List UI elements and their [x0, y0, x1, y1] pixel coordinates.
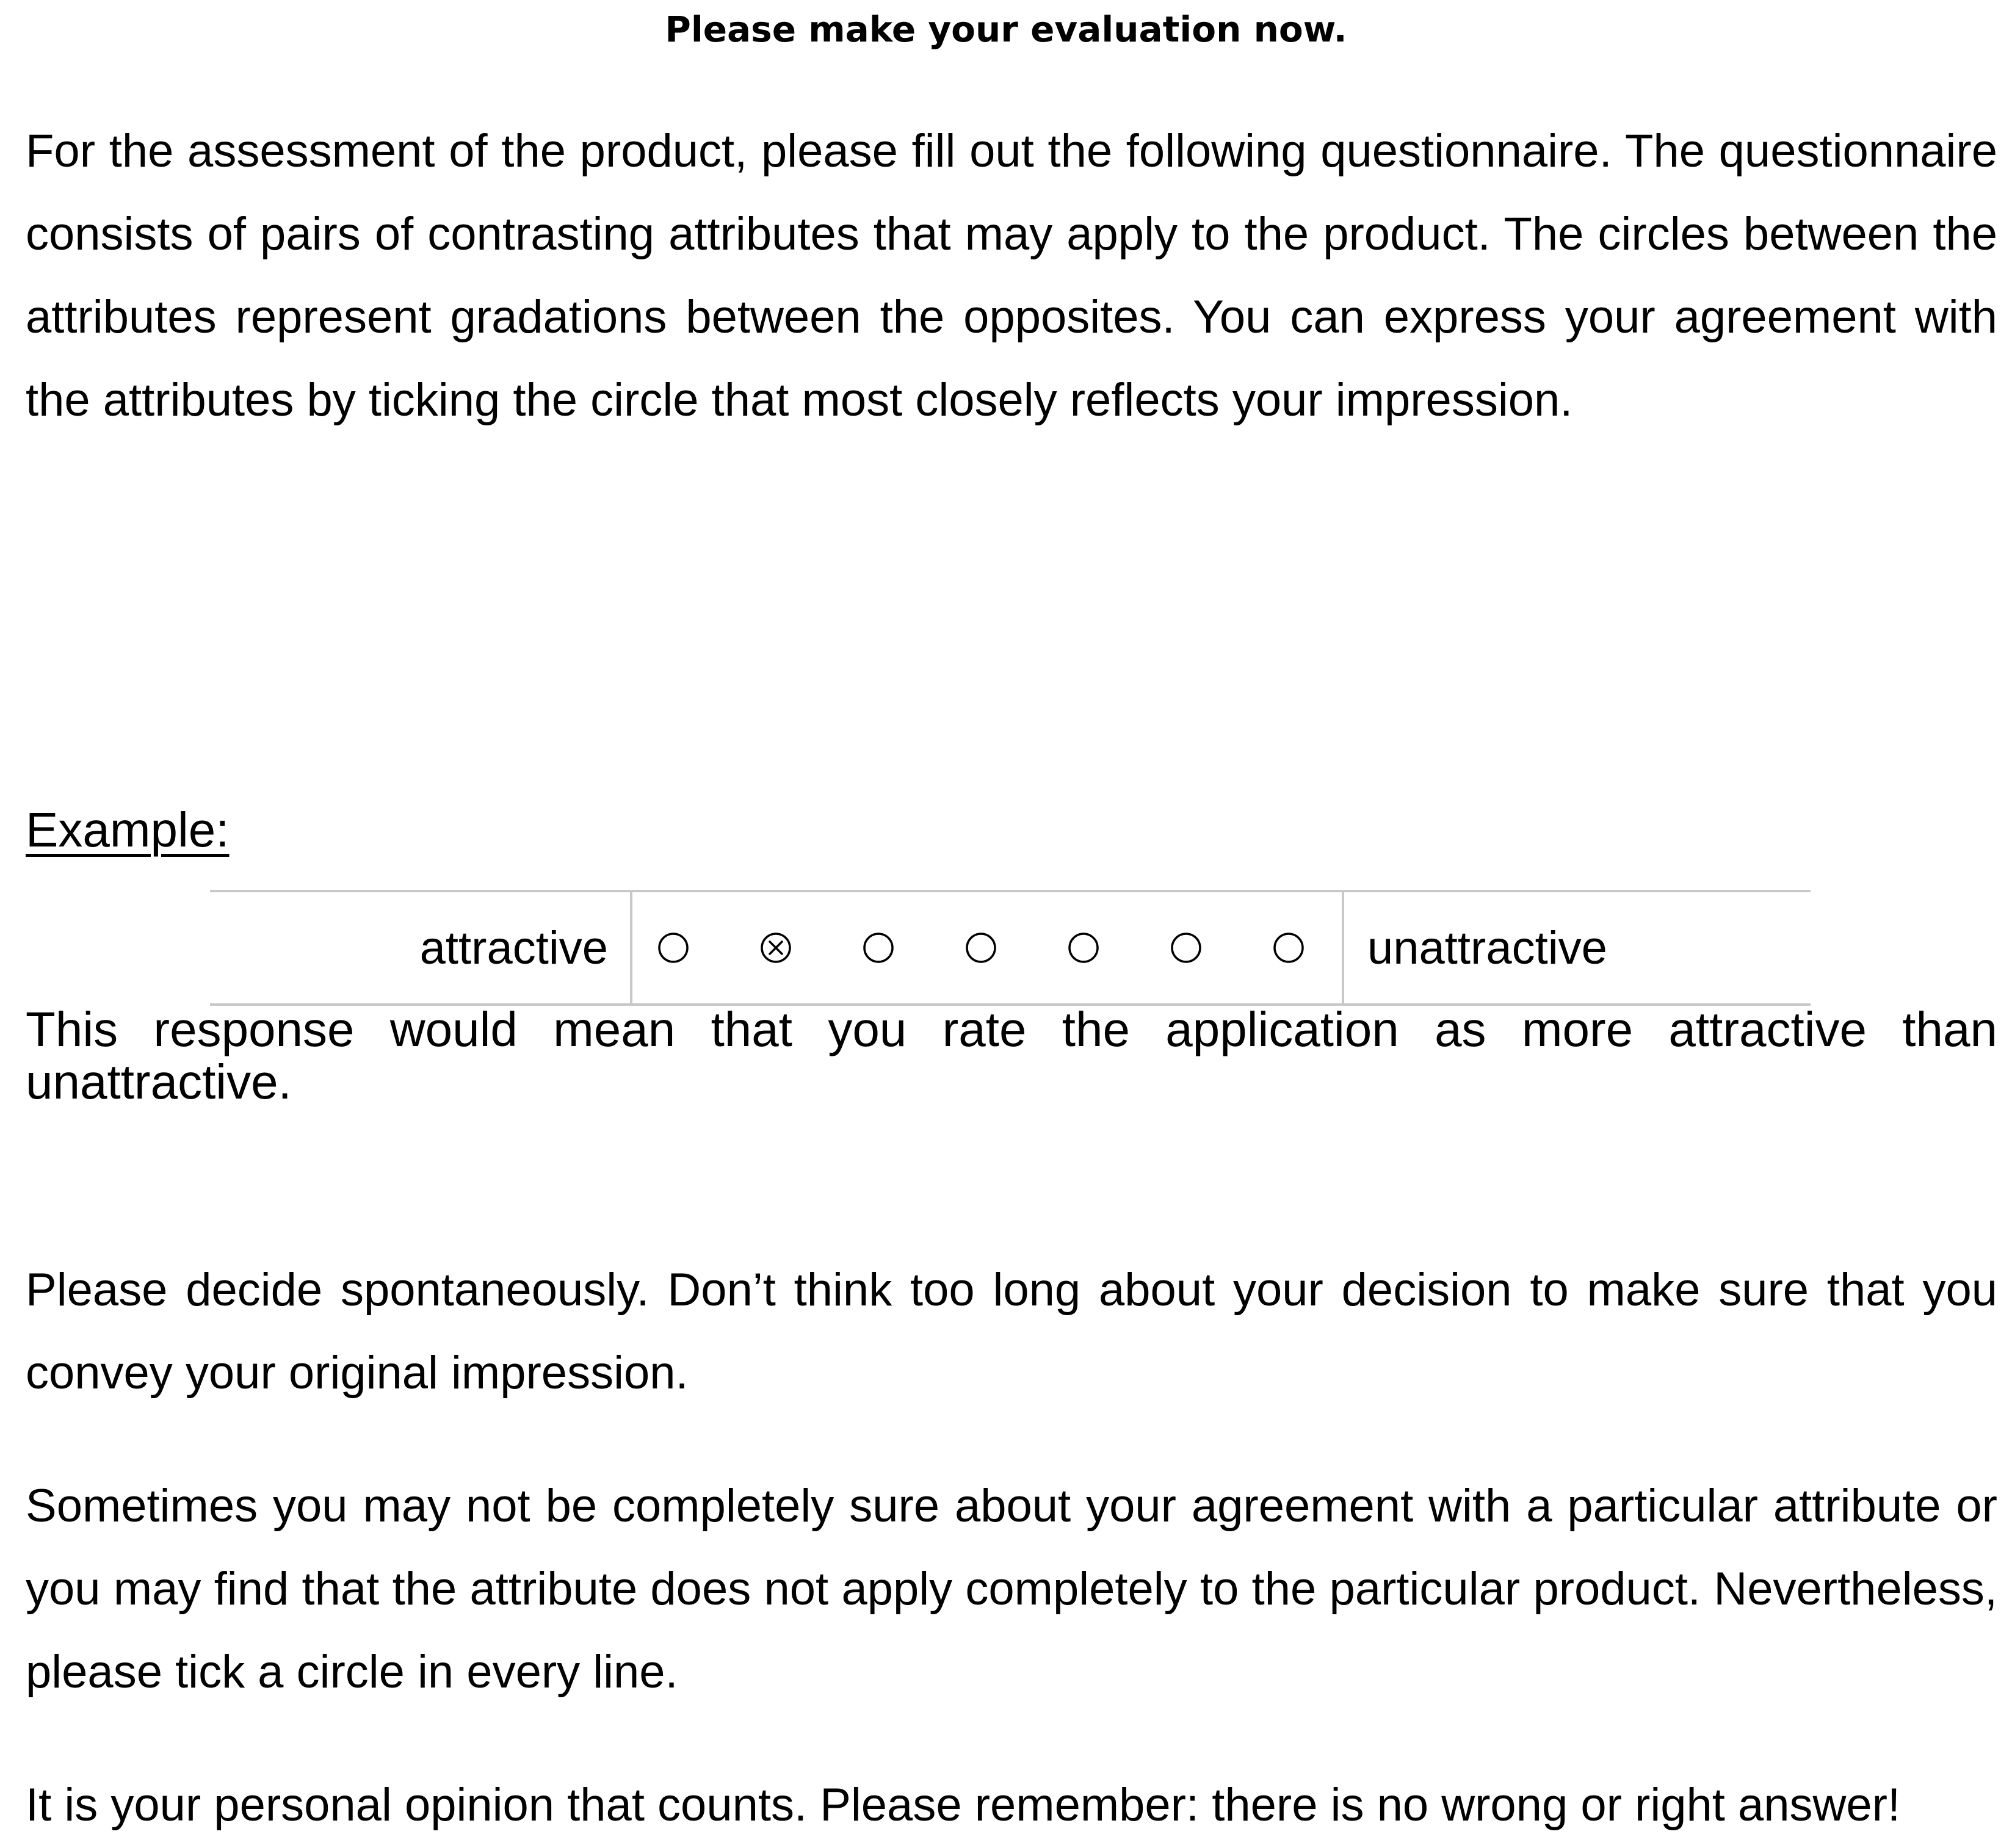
example-radio-5[interactable] [1067, 931, 1100, 964]
example-explanation: This response would mean that you rate the application as more attractive than unattractive. [26, 1002, 1997, 1109]
example-radio-1[interactable] [657, 931, 690, 964]
example-radio-selected-2[interactable] [759, 931, 792, 964]
example-radio-4[interactable] [964, 931, 997, 964]
example-heading: Example: [26, 803, 230, 857]
example-right-attribute-cell [1344, 892, 1811, 1003]
example-right-attribute: unattractive [1367, 922, 1607, 974]
instruction-decide-spontaneously: Please decide spontaneously. Don’t think too long about your decision to make sure that you convey your original impression. [26, 1264, 1997, 1399]
example-left-attribute-cell [210, 892, 632, 1003]
example-left-attribute: attractive [419, 922, 608, 974]
instruction-tick-every-line: Sometimes you may not be completely sure about your agreement with a particular attribute or you may find that the attribute does not apply completely to the particular product. Nevertheless, please tick a circle in every line. [26, 1480, 1997, 1698]
example-scale-table [210, 890, 1811, 1006]
example-radio-7[interactable] [1272, 931, 1305, 964]
example-radio-3[interactable] [862, 931, 895, 964]
example-radio-6[interactable] [1170, 931, 1203, 964]
intro-paragraph: For the assessment of the product, please fill out the following questionnaire. The questionnaire consists of pairs of contrasting attributes that may apply to the product. The circles between the attributes represent gradations between the opposites. You can express your agreement with the attributes by ticking the circle that most closely reflects your impression. [26, 125, 1997, 426]
page-title: Please make your evaluation now. [665, 9, 1347, 50]
instruction-personal-opinion: It is your personal opinion that counts. Please remember: there is no wrong or right answer! [26, 1779, 1901, 1831]
example-rating-scale [632, 892, 1344, 1003]
